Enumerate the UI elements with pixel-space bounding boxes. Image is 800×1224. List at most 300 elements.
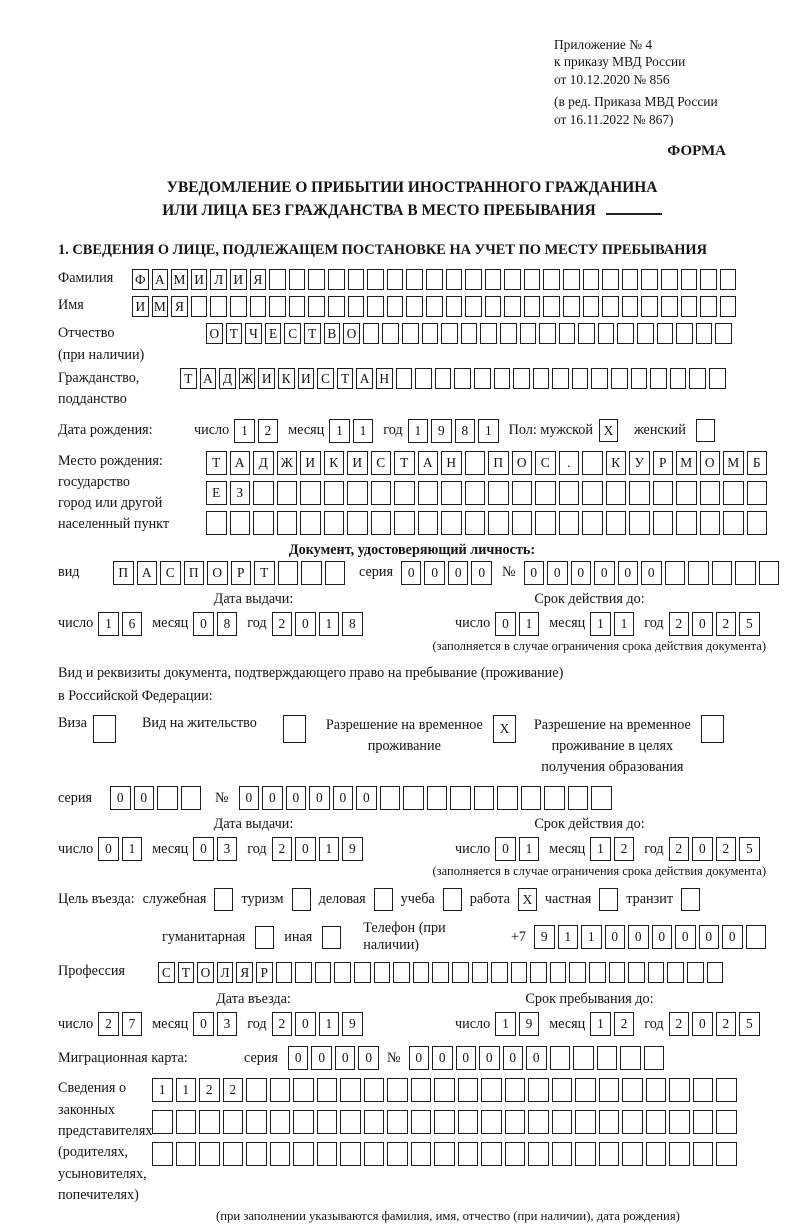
char-box [465,481,486,505]
birthplace-label-line: населенный пункт [58,516,170,533]
char-box: Я [250,269,267,290]
check-option-label: гуманитарная [162,928,246,945]
char-box: 0 [295,612,316,636]
char-box [676,511,697,535]
char-box [530,962,547,983]
char-box [528,1110,549,1134]
char-box [289,269,306,290]
char-box [670,368,687,389]
char-box: О [207,561,228,585]
check-option-label: транзит [626,891,674,908]
char-box [667,962,684,983]
char-box [354,962,371,983]
doc-series-label: серия [359,564,393,581]
char-box: 1 [614,612,635,636]
char-box [446,269,463,290]
check-option-box [443,888,462,911]
char-box [644,1046,665,1070]
annex-line: Приложение № 4 [554,37,653,52]
char-box [418,511,439,535]
char-box [720,269,737,290]
char-box [276,962,293,983]
char-box [348,296,365,317]
char-box [434,1110,455,1134]
representatives-label-line: усыновителях, [58,1165,147,1182]
char-box [367,296,384,317]
date-part-cells [408,419,499,443]
date-part-cells [272,612,363,636]
char-box [543,296,560,317]
char-box: 1 [590,837,611,861]
char-box [609,962,626,983]
date-part-label: год [644,840,664,857]
char-box: 3 [217,837,238,861]
char-box: 1 [319,612,340,636]
char-box: 0 [571,561,592,585]
char-box [650,368,667,389]
char-box [550,962,567,983]
char-box [246,1110,267,1134]
char-box [716,1110,737,1134]
char-box [712,561,733,585]
char-box: 3 [217,1012,238,1036]
char-box: У [629,451,650,475]
char-box: 9 [431,419,452,443]
residence-permit-checkbox [283,715,306,743]
char-box: 0 [288,1046,309,1070]
patronymic-label-2: (при наличии) [58,346,145,363]
char-box [481,1142,502,1166]
date-part-label: число [194,422,230,439]
char-box [315,962,332,983]
title-underline [606,213,662,215]
date-part-label: месяц [549,615,586,632]
char-box [520,323,537,344]
char-box [597,1046,618,1070]
char-box [661,269,678,290]
stay-doc-valid-heading: Срок действия до: [534,816,645,833]
representatives-cells-row1 [152,1078,737,1102]
char-box [270,1078,291,1102]
doc-dates-row [58,608,766,636]
char-box [599,1078,620,1102]
char-box [681,296,698,317]
char-box [387,269,404,290]
char-box [393,962,410,983]
char-box: 1 [519,612,540,636]
char-box [411,1078,432,1102]
check-option-box [322,926,341,949]
check-option-box [374,888,393,911]
char-box [465,269,482,290]
char-box [387,1078,408,1102]
char-box: 2 [258,419,279,443]
char-box: 0 [692,1012,713,1036]
char-box: 2 [716,1012,737,1036]
char-box: А [200,368,217,389]
char-box: И [298,368,315,389]
purpose-row [58,888,766,911]
char-box: 0 [239,786,260,810]
char-box [454,368,471,389]
char-box: О [197,962,214,983]
char-box [210,296,227,317]
sex-male-label: Пол: мужской [508,422,593,439]
stay-doc-dates-headers [58,816,766,833]
char-box [700,511,721,535]
name-row [58,296,766,317]
char-box [308,296,325,317]
char-box [533,368,550,389]
char-box [230,511,251,535]
char-box [707,962,724,983]
representatives-block [58,1078,766,1206]
char-box [223,1142,244,1166]
char-box [665,561,686,585]
check-option-box [292,888,311,911]
char-box [617,323,634,344]
doc-kind-label: вид [58,563,80,580]
char-box [641,296,658,317]
char-box [293,1142,314,1166]
char-box: 0 [262,786,283,810]
char-box [317,1078,338,1102]
char-box [387,1110,408,1134]
char-box: С [284,323,301,344]
stay-doc-intro-line1: Вид и реквизиты документа, подтверждающего право на пребывание (проживание) [58,664,564,681]
entry-dates-headers [58,991,766,1008]
char-box: 0 [722,925,743,949]
char-box: 0 [675,925,696,949]
char-box: 0 [479,1046,500,1070]
char-box: 1 [176,1078,197,1102]
char-box [494,368,511,389]
char-box [415,368,432,389]
char-box [709,368,726,389]
doc-number-cells [524,561,780,585]
char-box [641,269,658,290]
char-box [575,1078,596,1102]
char-box [505,1078,526,1102]
char-box [582,451,603,475]
char-box [568,786,589,810]
check-option-box [255,926,274,949]
char-box: 0 [503,1046,524,1070]
char-box [293,1110,314,1134]
char-box: 0 [456,1046,477,1070]
temp-residence-checkbox: X [493,715,516,743]
char-box [458,1142,479,1166]
char-box [552,1142,573,1166]
entry-date-cells [58,1012,363,1036]
temp-residence-edu-option [534,715,724,779]
char-box: 0 [295,837,316,861]
char-box [512,511,533,535]
char-box: Е [206,481,227,505]
date-part-cells [495,612,539,636]
char-box: 0 [547,561,568,585]
temp-residence-edu-label-line: Разрешение на временное [533,716,691,733]
char-box [371,511,392,535]
char-box [513,368,530,389]
char-box [328,269,345,290]
char-box [575,1142,596,1166]
char-box [363,323,380,344]
citizenship-cells [180,368,726,389]
char-box: 9 [519,1012,540,1036]
representatives-cells-row2 [152,1110,737,1134]
char-box: Р [653,451,674,475]
char-box [631,368,648,389]
char-box [461,323,478,344]
char-box [746,925,767,949]
char-box [480,323,497,344]
char-box: 8 [217,612,238,636]
char-box: Т [394,451,415,475]
char-box [317,1110,338,1134]
char-box [563,296,580,317]
name-cells [132,296,736,317]
date-part-cells [193,1012,237,1036]
migration-number-label: № [386,1049,401,1066]
char-box [458,1110,479,1134]
char-box [575,1110,596,1134]
check-option-box [599,888,618,911]
doc-series-cells [401,561,492,585]
char-box: Е [265,323,282,344]
char-box [505,1142,526,1166]
citizenship-label-1: Гражданство, [58,369,140,386]
char-box: С [535,451,556,475]
stay-doc-valid-cells [455,837,760,861]
profession-cells [158,962,723,983]
char-box: З [230,481,251,505]
check-option-label: служебная [142,891,207,908]
char-box: Р [231,561,252,585]
char-box [191,296,208,317]
char-box [723,481,744,505]
char-box [657,323,674,344]
char-box: П [184,561,205,585]
char-box [700,296,717,317]
char-box: Т [254,561,275,585]
char-box [481,1078,502,1102]
stay-doc-series-cells [110,786,201,810]
char-box: 9 [342,837,363,861]
date-part-cells [590,612,634,636]
char-box [622,1078,643,1102]
char-box [452,962,469,983]
char-box [573,1046,594,1070]
char-box: 0 [193,612,214,636]
char-box: А [137,561,158,585]
char-box [432,962,449,983]
char-box [544,786,565,810]
char-box: 0 [432,1046,453,1070]
char-box [511,962,528,983]
char-box [446,296,463,317]
char-box [528,1142,549,1166]
char-box: И [191,269,208,290]
char-box [364,1078,385,1102]
stay-until-heading: Срок пребывания до: [525,991,654,1008]
char-box [474,786,495,810]
char-box [582,511,603,535]
char-box: Ч [245,323,262,344]
date-part-cells [234,419,278,443]
char-box: В [324,323,341,344]
char-box [583,269,600,290]
date-part-label: число [58,1015,94,1032]
date-part-cells [98,612,142,636]
char-box: Д [219,368,236,389]
char-box [277,481,298,505]
char-box [504,269,521,290]
char-box [394,511,415,535]
char-box [301,561,322,585]
char-box: 1 [519,837,540,861]
char-box [223,1110,244,1134]
patronymic-cells [206,323,732,344]
char-box: 2 [614,837,635,861]
char-box [696,323,713,344]
char-box [474,368,491,389]
char-box [250,296,267,317]
char-box [441,481,462,505]
char-box [472,962,489,983]
char-box: 0 [618,561,639,585]
date-part-label: число [58,615,94,632]
char-box: Л [210,269,227,290]
char-box [606,481,627,505]
char-box: П [113,561,134,585]
doc-issue-date-cells [58,612,363,636]
char-box [591,786,612,810]
char-box [387,1142,408,1166]
char-box: 7 [122,1012,143,1036]
birthplace-label-line: государство [58,473,131,490]
check-option-label: туризм [241,891,284,908]
char-box [589,962,606,983]
char-box: И [132,296,149,317]
char-box [374,962,391,983]
char-box [606,511,627,535]
char-box: 0 [641,561,662,585]
doc-number-label: № [501,564,516,581]
char-box [435,368,452,389]
char-box [535,481,556,505]
date-part-cells [669,1012,760,1036]
citizenship-label-2: подданство [58,391,127,408]
char-box [278,561,299,585]
date-part-label: число [455,1015,491,1032]
patronymic-label-1: Отчество [58,325,115,342]
date-part-label: год [247,840,267,857]
char-box [599,1142,620,1166]
char-box: 8 [342,612,363,636]
temp-residence-label-line: проживание [367,737,441,754]
check-option-label: учеба [400,891,435,908]
char-box [505,1110,526,1134]
sex-female-label: женский [633,422,686,439]
char-box: 0 [594,561,615,585]
char-box [535,511,556,535]
char-box [371,481,392,505]
char-box [693,1142,714,1166]
char-box: 0 [193,1012,214,1036]
doc-dates-headers [58,591,766,608]
char-box: 0 [98,837,119,861]
date-part-cells [98,837,142,861]
char-box: О [512,451,533,475]
char-box [669,1110,690,1134]
name-label: Имя [58,297,84,314]
char-box [488,511,509,535]
check-option-box [214,888,233,911]
char-box [569,962,586,983]
char-box: И [300,451,321,475]
char-box [382,323,399,344]
char-box [465,511,486,535]
date-part-cells [272,837,363,861]
char-box: 2 [223,1078,244,1102]
temp-residence-edu-checkbox [701,715,724,743]
char-box [328,296,345,317]
char-box [723,511,744,535]
char-box [524,269,541,290]
birthplace-label-line: Место рождения: [58,452,163,469]
char-box: И [230,269,247,290]
char-box: 8 [455,419,476,443]
char-box [572,368,589,389]
char-box [152,1110,173,1134]
annex-edit-note: (в ред. Приказа МВД России [554,94,718,110]
stay-doc-type-row [58,715,766,779]
char-box [521,786,542,810]
char-box: 0 [495,837,516,861]
section1-heading: 1. СВЕДЕНИЯ О ЛИЦЕ, ПОДЛЕЖАЩЕМ ПОСТАНОВКЕ НА УЧЕТ ПО МЕСТУ ПРЕБЫВАНИЯ [58,242,707,259]
representatives-label-line: Сведения о [58,1080,127,1097]
char-box [669,1078,690,1102]
sex-male-checkbox: X [599,419,618,442]
char-box: 1 [478,419,499,443]
char-box: 1 [353,419,374,443]
residence-permit-option [142,715,306,743]
birthdate-cells [194,419,499,443]
char-box [552,1078,573,1102]
char-box [406,269,423,290]
char-box [403,786,424,810]
char-box [528,1078,549,1102]
char-box [559,511,580,535]
stay-doc-series-label: серия [58,789,92,806]
char-box [552,1110,573,1134]
char-box [325,561,346,585]
sex-female-checkbox [696,419,715,442]
stay-doc-intro-line2: в Российской Федерации: [58,688,213,705]
char-box [681,269,698,290]
char-box: К [606,451,627,475]
char-box [598,323,615,344]
char-box: Н [441,451,462,475]
char-box [688,561,709,585]
migration-card-label: Миграционная карта: [58,1049,188,1066]
char-box [689,368,706,389]
date-part-label: год [247,615,267,632]
date-part-label: год [247,1015,267,1032]
char-box: К [278,368,295,389]
representatives-label-line: представителях [58,1123,153,1140]
